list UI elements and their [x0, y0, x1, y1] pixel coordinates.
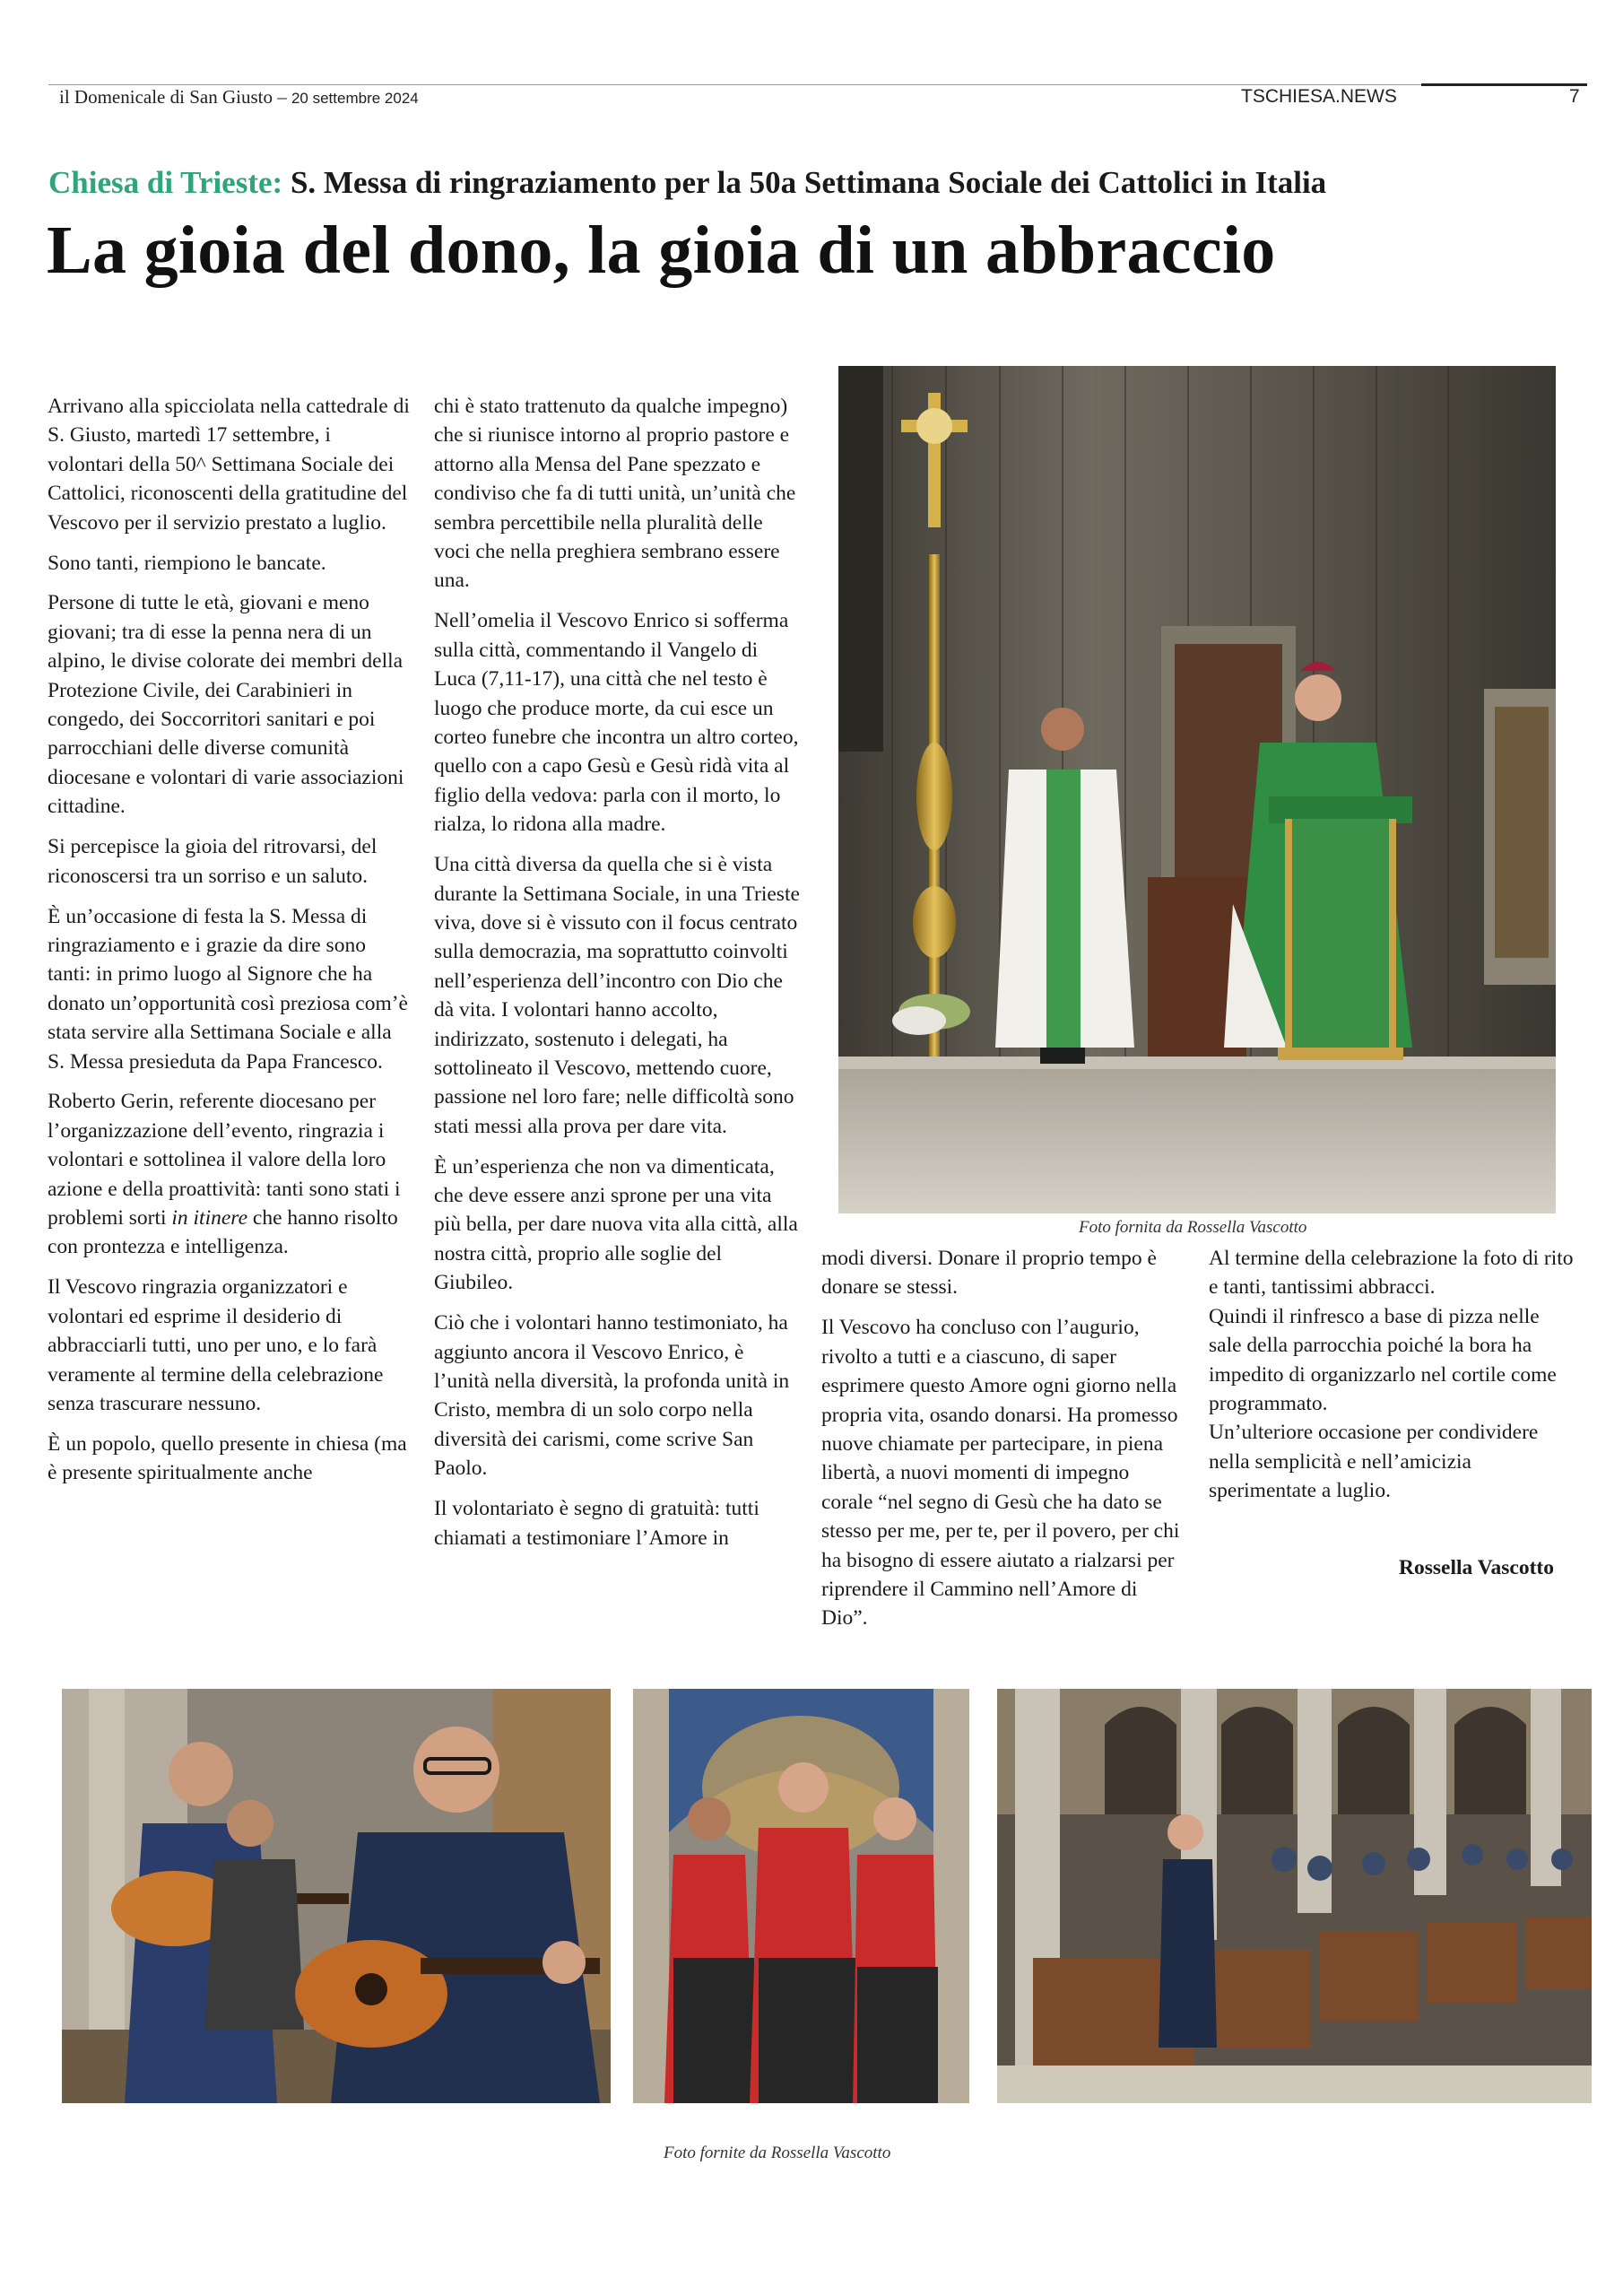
article-headline: La gioia del dono, la gioia di un abbraccio	[47, 213, 1276, 288]
paragraph: Il volontariato è segno di gratuità: tutti chiamati a testimoniare l’Amore in	[434, 1497, 759, 1550]
photo-mass-altar	[838, 366, 1556, 1213]
paragraph: Arrivano alla spicciolata nella cattedrale di S. Giusto, martedì 17 settembre, i volontari della 50^ Settimana Sociale dei Cattolici, riconoscenti della gratitudine del Vescovo per il servizio prestato a luglio.	[48, 395, 410, 535]
paragraph-text: Roberto Gerin, referente diocesano per l’organizzazione dell’evento, ringrazia i volontari e sottolinea il valore della loro azione e della proattività: tanti sono stati i problemi sorti	[48, 1090, 401, 1231]
paragraph-emphasis: in itinere	[171, 1206, 248, 1231]
article-kicker	[48, 165, 1326, 201]
publication-name: il Domenicale di San Giusto –	[59, 86, 287, 108]
article-column-3	[821, 1244, 1185, 1633]
header-site: TSCHIESA.NEWS	[1241, 86, 1397, 107]
paragraph-text: che hanno risolto con prontezza e intelligenza.	[48, 1206, 398, 1259]
publication-date: 20 settembre 2024	[291, 90, 419, 107]
article-column-1	[48, 392, 411, 1488]
paragraph: È un’occasione di festa la S. Messa di ringraziamento e i grazie da dire sono tanti: in primo luogo al Signore che ha donato un’opportunità così preziosa com’è stata servire alla Settimana Sociale e alla S. Messa presieduta da Papa Francesco.	[48, 904, 408, 1074]
photo-guitarists	[62, 1689, 611, 2103]
photo-pews	[997, 1689, 1592, 2103]
main-photo-caption: Foto fornita da Rossella Vascotto	[1079, 1218, 1307, 1237]
article-column-2	[434, 392, 802, 1552]
paragraph: Ciò che i volontari hanno testimoniato, ha aggiunto ancora il Vescovo Enrico, è l’unità nella diversità, la profonda unità in Cristo, membra di un solo corpo nella diversità dei carismi, come scrive San Paolo.	[434, 1311, 790, 1481]
page-number: 7	[1569, 86, 1580, 107]
paragraph: Un’ulteriore occasione per condividere nella semplicità e nell’amicizia sperimentate a luglio.	[1209, 1421, 1539, 1503]
paragraph: Quindi il rinfresco a base di pizza nelle sale della parrocchia poiché la bora ha impedito di organizzarlo nel cortile come programmato.	[1209, 1304, 1557, 1416]
paragraph: chi è stato trattenuto da qualche impegno) che si riunisce intorno al proprio pastore e attorno alla Mensa del Pane spezzato e condiviso che fa di tutti unità, un’unità che sembra percettibile nella pluralità delle voci che nella preghiera sembrano essere una.	[434, 395, 796, 593]
bottom-photos-caption: Foto fornite da Rossella Vascotto	[664, 2144, 891, 2162]
paragraph: Nell’omelia il Vescovo Enrico si sofferma sulla città, commentando il Vangelo di Luca (7,11-17), una città che nel testo è luogo che produce morte, da cui esce un corteo funebre che incontra un altro corteo, quello con a capo Gesù e Gesù ridà vita al figlio della vedova: parla con il morto, lo rialza, lo ridona alla madre.	[434, 609, 799, 837]
paragraph: Sono tanti, riempiono le bancate.	[48, 551, 326, 575]
author-byline: Rossella Vascotto	[1399, 1556, 1554, 1579]
photo-rescuers	[633, 1689, 969, 2103]
paragraph: È un’esperienza che non va dimenticata, che deve essere anzi sprone per una vita più bella, per dare nuova vita alla città, alla nostra città, proprio alle soglie del Giubileo.	[434, 1154, 798, 1295]
section-label: Chiesa di Trieste:	[48, 165, 283, 200]
header-accent-rule	[1421, 83, 1587, 86]
paragraph: modi diversi. Donare il proprio tempo è donare se stessi.	[821, 1247, 1157, 1300]
kicker-text: S. Messa di ringraziamento per la 50a Settimana Sociale dei Cattolici in Italia	[290, 165, 1327, 200]
paragraph: Si percepisce la gioia del ritrovarsi, del riconoscersi tra un sorriso e un saluto.	[48, 835, 378, 888]
paragraph	[48, 1087, 411, 1261]
article-column-4	[1209, 1244, 1576, 1506]
paragraph: È un popolo, quello presente in chiesa (ma è presente spiritualmente anche	[48, 1431, 407, 1485]
paragraph: Al termine della celebrazione la foto di rito e tanti, tantissimi abbracci.	[1209, 1247, 1574, 1300]
paragraph: Il Vescovo ringrazia organizzatori e volontari ed esprime il desiderio di abbracciarli tutti, uno per uno, e lo farà veramente al termine della celebrazione senza trascurare nessuno.	[48, 1275, 384, 1415]
paragraph: Una città diversa da quella che si è vista durante la Settimana Sociale, in una Trieste viva, dove si è vissuto con il focus centrato sulla democrazia, ma soprattutto coinvolti nell’esperienza dell’incontro con Dio che dà vita. I volontari hanno accolto, indirizzato, sostenuto i delegati, ha sottolineato il Vescovo, mettendo cuore, passione nel loro fare; nelle difficoltà sono stati messi alla prova per dare vita.	[434, 853, 800, 1138]
header-rule	[48, 84, 1587, 85]
header-publication	[59, 86, 419, 109]
paragraph: Persone di tutte le età, giovani e meno giovani; tra di esse la penna nera di un alpino, le divise colorate dei membri della Protezione Civile, dei Carabinieri in congedo, dei Soccorritori sanitari e poi parrocchiani delle diverse comunità diocesane e volontari di varie associazioni cittadine.	[48, 591, 404, 819]
paragraph: Il Vescovo ha concluso con l’augurio, rivolto a tutti e a ciascuno, di saper esprimere questo Amore ogni giorno nella propria vita, osando donarsi. Ha promesso nuove chiamate per partecipare, in piena libertà, a nuovi momenti di impegno corale “nel segno di Gesù che ha dato se stesso per me, per te, per il povero, per chi ha bisogno di essere aiutato a rialzarsi per riprendere il Cammino nell’Amore di Dio”.	[821, 1316, 1180, 1631]
